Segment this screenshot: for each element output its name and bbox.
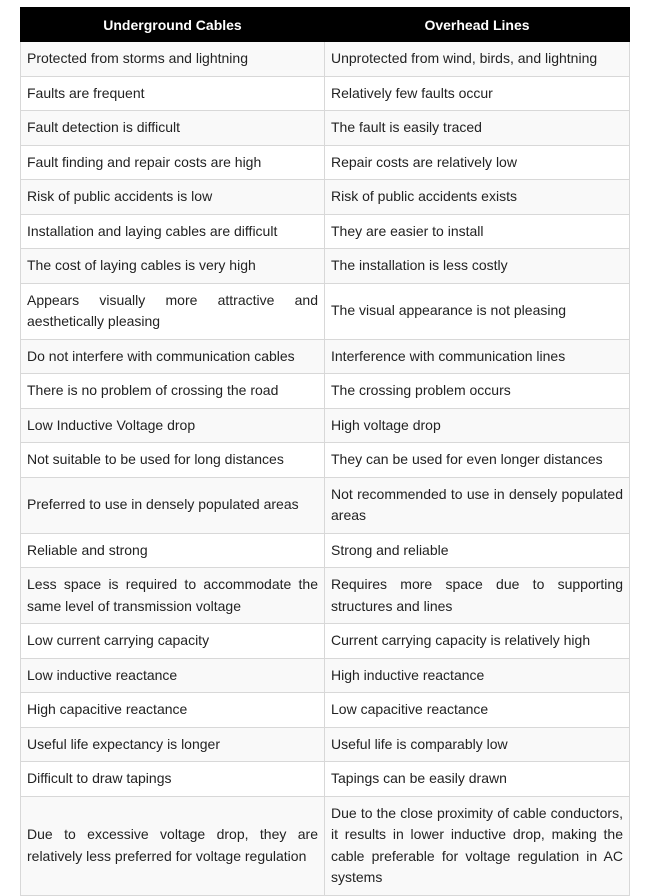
table-row: [21, 214, 630, 249]
cell-overhead-lines: Relatively few faults occur: [325, 76, 630, 111]
cell-overhead-lines: Low capacitive reactance: [325, 693, 630, 728]
cell-underground-cables: Reliable and strong: [21, 533, 325, 568]
table-row: [21, 408, 630, 443]
table-row: [21, 249, 630, 284]
cell-underground-cables: Appears visually more attractive and aesthetically pleasing: [21, 283, 325, 339]
cell-overhead-lines: Not recommended to use in densely populated areas: [325, 477, 630, 533]
cell-overhead-lines: High voltage drop: [325, 408, 630, 443]
cell-overhead-lines: The fault is easily traced: [325, 111, 630, 146]
table-body: [21, 42, 630, 896]
table-row: [21, 42, 630, 77]
header-underground-cables: Underground Cables: [21, 8, 325, 42]
cell-underground-cables: Do not interfere with communication cables: [21, 339, 325, 374]
cell-underground-cables: Preferred to use in densely populated areas: [21, 477, 325, 533]
cell-overhead-lines: High inductive reactance: [325, 658, 630, 693]
cell-underground-cables: The cost of laying cables is very high: [21, 249, 325, 284]
cell-overhead-lines: Repair costs are relatively low: [325, 145, 630, 180]
cell-overhead-lines: Strong and reliable: [325, 533, 630, 568]
cell-overhead-lines: The installation is less costly: [325, 249, 630, 284]
cell-underground-cables: Fault detection is difficult: [21, 111, 325, 146]
table-row: [21, 568, 630, 624]
cell-overhead-lines: Due to the close proximity of cable conductors, it results in lower inductive drop, making the cable preferable for voltage regulation in AC systems: [325, 796, 630, 895]
table-row: [21, 111, 630, 146]
cell-overhead-lines: Unprotected from wind, birds, and lightning: [325, 42, 630, 77]
cell-underground-cables: Low Inductive Voltage drop: [21, 408, 325, 443]
cell-overhead-lines: Risk of public accidents exists: [325, 180, 630, 215]
cell-underground-cables: Installation and laying cables are difficult: [21, 214, 325, 249]
table-row: [21, 180, 630, 215]
cell-underground-cables: High capacitive reactance: [21, 693, 325, 728]
comparison-table-container: [20, 7, 629, 896]
cell-underground-cables: There is no problem of crossing the road: [21, 374, 325, 409]
table-row: [21, 727, 630, 762]
cell-underground-cables: Difficult to draw tapings: [21, 762, 325, 797]
table-row: [21, 145, 630, 180]
table-row: [21, 796, 630, 895]
table-row: [21, 624, 630, 659]
cell-underground-cables: Low current carrying capacity: [21, 624, 325, 659]
cell-underground-cables: Not suitable to be used for long distances: [21, 443, 325, 478]
cell-underground-cables: Protected from storms and lightning: [21, 42, 325, 77]
cell-overhead-lines: Requires more space due to supporting structures and lines: [325, 568, 630, 624]
cell-underground-cables: Low inductive reactance: [21, 658, 325, 693]
table-row: [21, 762, 630, 797]
cell-underground-cables: Fault finding and repair costs are high: [21, 145, 325, 180]
table-row: [21, 339, 630, 374]
cell-overhead-lines: The crossing problem occurs: [325, 374, 630, 409]
table-row: [21, 533, 630, 568]
table-row: [21, 693, 630, 728]
cell-overhead-lines: Tapings can be easily drawn: [325, 762, 630, 797]
table-row: [21, 76, 630, 111]
cell-overhead-lines: Current carrying capacity is relatively high: [325, 624, 630, 659]
table-row: [21, 443, 630, 478]
cell-overhead-lines: Useful life is comparably low: [325, 727, 630, 762]
table-row: [21, 477, 630, 533]
table-row: [21, 658, 630, 693]
cell-overhead-lines: They can be used for even longer distances: [325, 443, 630, 478]
cell-underground-cables: Faults are frequent: [21, 76, 325, 111]
cell-overhead-lines: The visual appearance is not pleasing: [325, 283, 630, 339]
table-row: [21, 374, 630, 409]
cell-underground-cables: Due to excessive voltage drop, they are relatively less preferred for voltage regulation: [21, 796, 325, 895]
cell-overhead-lines: They are easier to install: [325, 214, 630, 249]
comparison-table: [20, 7, 630, 896]
cell-overhead-lines: Interference with communication lines: [325, 339, 630, 374]
table-row: [21, 283, 630, 339]
table-header: [21, 8, 630, 42]
header-overhead-lines: Overhead Lines: [325, 8, 630, 42]
cell-underground-cables: Useful life expectancy is longer: [21, 727, 325, 762]
cell-underground-cables: Risk of public accidents is low: [21, 180, 325, 215]
cell-underground-cables: Less space is required to accommodate the same level of transmission voltage: [21, 568, 325, 624]
header-row: [21, 8, 630, 42]
